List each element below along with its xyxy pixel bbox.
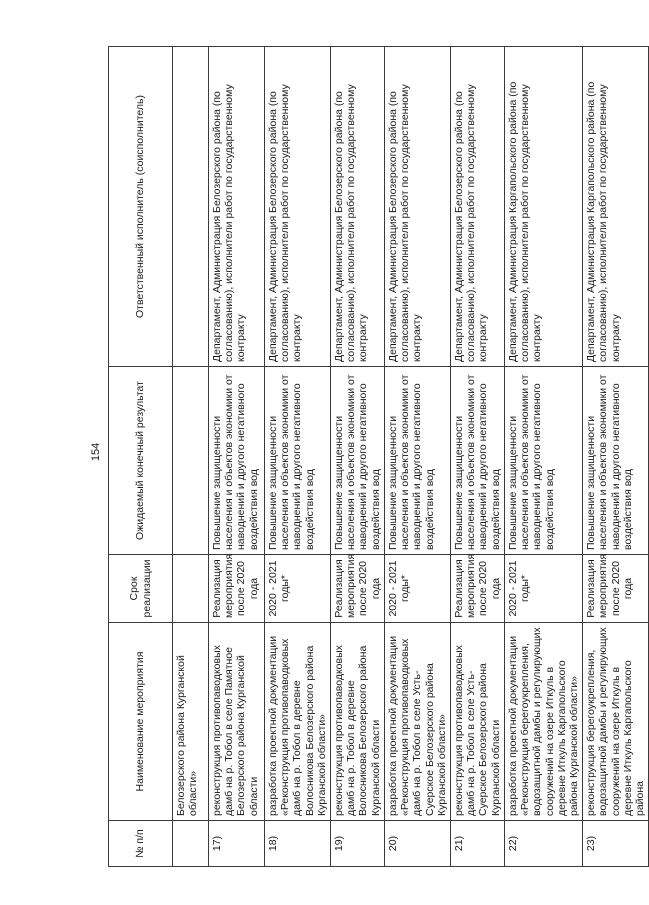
row-measure-name: разработка проектной документации «Реконструкция противопаводковых дамб на р. Тобол в деревне Волосникова Белозерского района Курганской области» (265, 623, 331, 821)
page-number: 154 (90, 442, 102, 462)
row-term: Реализация мероприятия после 2020 года (451, 555, 505, 623)
row-measure-name: реконструкция противопаводковых дамб на р. Тобол в селе Усть-Суерское Белозерского района Курганской области (451, 623, 505, 821)
row-measure-name: разработка проектной документации «Реконструкция берегоукрепления, водозащитной дамбы и регулирующих сооружений на озере Иткуль в деревне Иткуль Каргапольского района Курганской области» (505, 623, 583, 821)
row-executor: Департамент, Администрация Белозерского района (по согласованию), исполнители работ по государственному контракту (265, 47, 331, 367)
row-result: Повышение защищенности населения и объектов экономики от наводнений и другого негативного воздействия вод (265, 367, 331, 555)
table-row (331, 47, 385, 867)
row-executor: Департамент, Администрация Белозерского района (по согласованию), исполнители работ по государственному контракту (385, 47, 451, 367)
row-number: 23) (583, 821, 649, 867)
row-number: 17) (209, 821, 265, 867)
row-result: Повышение защищенности населения и объектов экономики от наводнений и другого негативного воздействия вод (385, 367, 451, 555)
header-name: Наименование мероприятия (109, 623, 173, 821)
row-result: Повышение защищенности населения и объектов экономики от наводнений и другого негативного воздействия вод (451, 367, 505, 555)
table-row (451, 47, 505, 867)
measures-table (108, 46, 649, 867)
header-result: Ожидаемый конечный результат (109, 367, 173, 555)
table-row (209, 47, 265, 867)
continuation-row (173, 47, 209, 867)
rotated-table-wrapper (108, 47, 647, 867)
row-number: 21) (451, 821, 505, 867)
table-row (505, 47, 583, 867)
row-executor: Департамент, Администрация Каргапольского района (по согласованию), исполнители работ по государственному контракту (583, 47, 649, 367)
header-term: Срок реализации (109, 555, 173, 623)
row-measure-name: реконструкция берегоукрепления, водозащитной дамбы и регулирующих сооружений на озере Иткуль в деревне Иткуль Каргапольского района (583, 623, 649, 821)
row-term: 2020 - 2021 годы* (385, 555, 451, 623)
row-result: Повышение защищенности населения и объектов экономики от наводнений и другого негативного воздействия вод (331, 367, 385, 555)
row-result: Повышение защищенности населения и объектов экономики от наводнений и другого негативного воздействия вод (583, 367, 649, 555)
table-header-row (109, 47, 173, 867)
row-number: 20) (385, 821, 451, 867)
table-row (583, 47, 649, 867)
row-term: Реализация мероприятия после 2020 года (331, 555, 385, 623)
row-result: Повышение защищенности населения и объектов экономики от наводнений и другого негативного воздействия вод (209, 367, 265, 555)
row-term: 2020 - 2021 годы* (505, 555, 583, 623)
row-number: 22) (505, 821, 583, 867)
row-number: 19) (331, 821, 385, 867)
continuation-text: Белозерского района Курганской области» (173, 623, 209, 821)
row-measure-name: реконструкция противопаводковых дамб на р. Тобол в деревне Волосникова Белозерского района Курганской области (331, 623, 385, 821)
row-executor: Департамент, Администрация Белозерского района (по согласованию), исполнители работ по государственному контракту (451, 47, 505, 367)
row-executor: Департамент, Администрация Белозерского района (по согласованию), исполнители работ по государственному контракту (331, 47, 385, 367)
table-row (385, 47, 451, 867)
row-measure-name: разработка проектной документации «Реконструкция противопаводковых дамб на р. Тобол в селе Усть-Суерское Белозерского района Курганской области» (385, 623, 451, 821)
row-measure-name: реконструкция противопаводковых дамб на р. Тобол в селе Памятное Белозерского района Курганской области (209, 623, 265, 821)
row-executor: Департамент, Администрация Белозерского района (по согласованию), исполнители работ по государственному контракту (209, 47, 265, 367)
header-executor: Ответственный исполнитель (соисполнитель) (109, 47, 173, 367)
row-executor: Департамент, Администрация Каргапольского района (по согласованию), исполнители работ по государственному контракту (505, 47, 583, 367)
table-row (265, 47, 331, 867)
row-term: 2020 - 2021 годы* (265, 555, 331, 623)
row-term: Реализация мероприятия после 2020 года (583, 555, 649, 623)
row-result: Повышение защищенности населения и объектов экономики от наводнений и другого негативного воздействия вод (505, 367, 583, 555)
row-term: Реализация мероприятия после 2020 года (209, 555, 265, 623)
row-number: 18) (265, 821, 331, 867)
header-num: № п/п (109, 821, 173, 867)
